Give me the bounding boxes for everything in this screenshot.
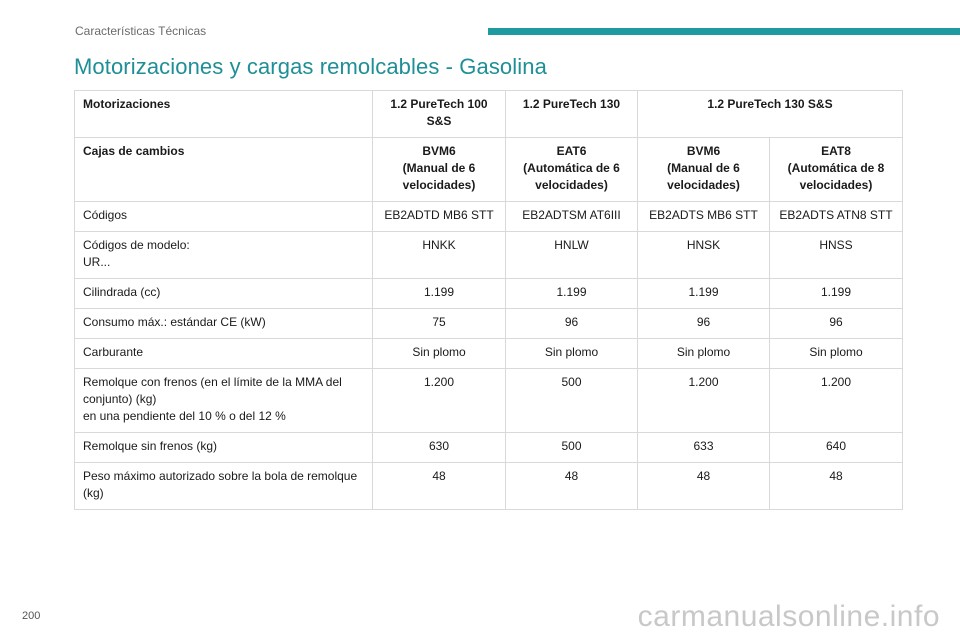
table-cell: 48 <box>506 463 638 510</box>
table-row-braked-trailer <box>75 369 903 433</box>
gearbox-code: EAT8 <box>821 144 851 158</box>
row-label <box>75 369 373 433</box>
row-label <box>75 309 373 339</box>
table-cell: Sin plomo <box>770 339 903 369</box>
table-cell: 633 <box>638 433 770 463</box>
row-label <box>75 433 373 463</box>
table-cell: 500 <box>506 433 638 463</box>
table-row-power <box>75 309 903 339</box>
table-cell: Sin plomo <box>506 339 638 369</box>
table-cell: EB2ADTD MB6 STT <box>373 202 506 232</box>
row-label-line: Peso máximo autorizado sobre la bola de remolque (kg) <box>83 469 358 500</box>
gearbox-desc: (Manual de 6 velocidades) <box>402 161 476 192</box>
page-number: 200 <box>22 610 41 622</box>
table-cell: Sin plomo <box>373 339 506 369</box>
header-accent-bar <box>488 28 960 35</box>
table-cell: 500 <box>506 369 638 433</box>
table-cell: 96 <box>770 309 903 339</box>
row-label-line: Códigos de modelo: <box>83 238 190 252</box>
table-cell: 1.199 <box>638 279 770 309</box>
gearbox-cell <box>770 138 903 202</box>
engine-cell: 1.2 PureTech 100 S&S <box>373 91 506 138</box>
row-label <box>75 339 373 369</box>
watermark: carmanualsonline.info <box>637 600 940 633</box>
table-cell: 1.199 <box>373 279 506 309</box>
table-row-gearboxes <box>75 138 903 202</box>
table-cell: EB2ADTSM AT6III <box>506 202 638 232</box>
engine-spec-table <box>74 90 903 510</box>
gearbox-cell <box>506 138 638 202</box>
table-cell: EB2ADTS ATN8 STT <box>770 202 903 232</box>
row-label: Motorizaciones <box>75 91 373 138</box>
table-cell: HNSK <box>638 232 770 279</box>
table-cell: 75 <box>373 309 506 339</box>
table-cell: 640 <box>770 433 903 463</box>
engine-cell: 1.2 PureTech 130 S&S <box>638 91 903 138</box>
table-cell: 1.200 <box>638 369 770 433</box>
table-cell: 96 <box>638 309 770 339</box>
gearbox-desc: (Manual de 6 velocidades) <box>667 161 740 192</box>
row-label-line: Remolque sin frenos (kg) <box>83 439 218 453</box>
row-label-line: Códigos <box>83 208 128 222</box>
row-label: Cajas de cambios <box>75 138 373 202</box>
gearbox-cell <box>638 138 770 202</box>
gearbox-code: BVM6 <box>422 144 456 158</box>
gearbox-code: EAT6 <box>556 144 587 158</box>
table-cell: HNLW <box>506 232 638 279</box>
table-row-displacement <box>75 279 903 309</box>
table-cell: 1.200 <box>770 369 903 433</box>
gearbox-desc: (Automática de 6 velocidades) <box>523 161 620 192</box>
gearbox-desc: (Automática de 8 velocidades) <box>787 161 885 192</box>
row-label-line: Remolque con frenos (en el límite de la MMA del conjunto) (kg) <box>83 375 342 406</box>
row-label <box>75 202 373 232</box>
table-cell: 1.200 <box>373 369 506 433</box>
row-label-line: Consumo máx.: estándar CE (kW) <box>83 315 266 329</box>
table-cell: 48 <box>638 463 770 510</box>
row-label-line: UR... <box>83 255 111 269</box>
table-cell: 1.199 <box>506 279 638 309</box>
table-cell: 630 <box>373 433 506 463</box>
engine-cell: 1.2 PureTech 130 <box>506 91 638 138</box>
row-label-line: Carburante <box>83 345 144 359</box>
table-cell: EB2ADTS MB6 STT <box>638 202 770 232</box>
row-label-line: Cilindrada (cc) <box>83 285 161 299</box>
table-row-towball-load <box>75 463 903 510</box>
table-row-model-codes <box>75 232 903 279</box>
table-cell: 1.199 <box>770 279 903 309</box>
table-row-unbraked-trailer <box>75 433 903 463</box>
table-row-engines <box>75 91 903 138</box>
section-header: Características Técnicas <box>75 24 207 38</box>
gearbox-cell <box>373 138 506 202</box>
row-label-line: en una pendiente del 10 % o del 12 % <box>83 409 286 423</box>
table-cell: HNKK <box>373 232 506 279</box>
table-cell: HNSS <box>770 232 903 279</box>
row-label <box>75 232 373 279</box>
row-label <box>75 279 373 309</box>
gearbox-code: BVM6 <box>686 144 721 158</box>
table-cell: 96 <box>506 309 638 339</box>
table-cell: Sin plomo <box>638 339 770 369</box>
row-label <box>75 463 373 510</box>
table-cell: 48 <box>770 463 903 510</box>
page-title: Motorizaciones y cargas remolcables - Gasolina <box>74 54 547 79</box>
table-cell: 48 <box>373 463 506 510</box>
table-row-fuel <box>75 339 903 369</box>
table-row-codes <box>75 202 903 232</box>
